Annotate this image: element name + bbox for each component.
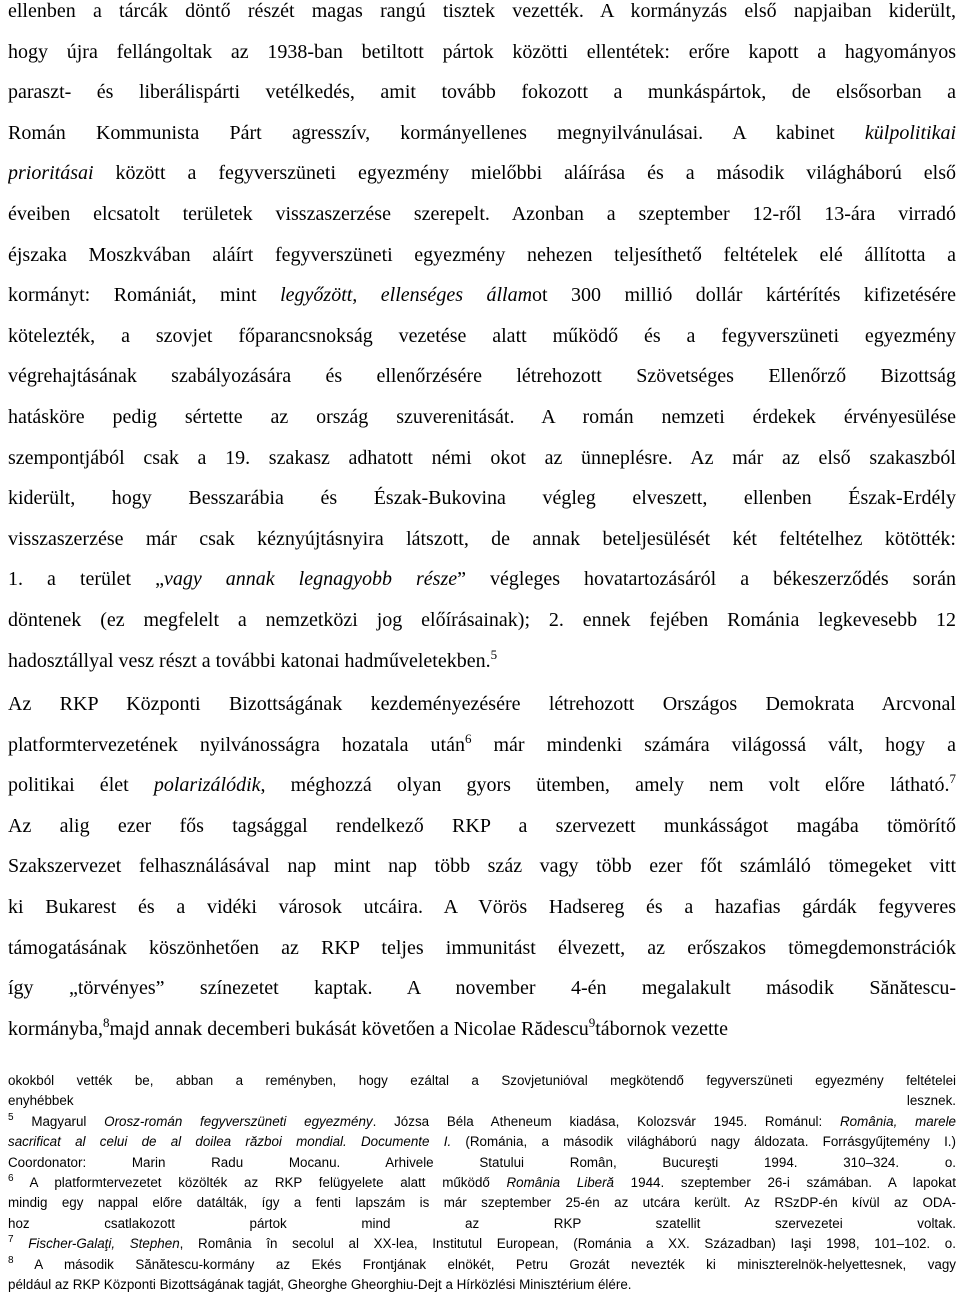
text-run: kormányba, <box>8 1017 103 1040</box>
body-line <box>8 887 956 928</box>
text-run: ” végleges hovatartozásáról a békeszerződés során <box>457 568 956 591</box>
body-line <box>8 765 956 806</box>
footnote-marker: 9 <box>588 1014 596 1030</box>
body-line <box>8 113 956 154</box>
body-line <box>8 153 956 194</box>
text-run: A második Sănătescu-kormány az Ekés Frontjának elnökét, Petru Grozát nevezték ki miniszterelnök-helyettesnek, vagy <box>13 1256 956 1272</box>
body-line <box>8 316 956 357</box>
text-run: hoz csatlakozott pártok mind az RKP szatellit szervezetei voltak. <box>8 1215 956 1231</box>
text-run: , méghozzá olyan gyors ütemben, amely nem volt előre látható. <box>260 774 950 797</box>
text-run: Román Kommunista Párt agresszív, kormányellenes megnyilvánulásai. A kabinet <box>8 121 865 144</box>
text-run: 1. a terület „ <box>8 568 164 591</box>
text-run: hatásköre pedig sértette az ország szuverenitását. A román nemzeti érdekek érvényesülése <box>8 405 956 428</box>
text-run: például az RKP Központi Bizottságának tagját, Gheorghe Gheorghiu-Dejt a Hírközlési Minisztérium élére. <box>8 1276 632 1292</box>
footnote-line <box>8 1112 956 1132</box>
text-run: Magyarul <box>13 1113 105 1129</box>
body-line <box>8 806 956 847</box>
footnote-marker: 6 <box>8 1172 14 1184</box>
body-line <box>8 968 956 1009</box>
text-run: enyhébbek lesznek. <box>8 1093 956 1109</box>
text-run: kötelezték, a szovjet főparancsnokság vezetése alatt működő és a fegyverszüneti egyezmény <box>8 324 956 347</box>
text-run: 1944. szeptember 26-i számában. A lapokat <box>614 1174 956 1190</box>
text-run: tábornok vezette <box>595 1017 728 1040</box>
footnote-marker: 6 <box>464 730 472 746</box>
body-line <box>8 559 956 600</box>
footnote-marker: 7 <box>8 1234 14 1246</box>
body-line <box>8 275 956 316</box>
footnote-marker: 8 <box>8 1254 14 1266</box>
footnotes <box>8 1071 956 1295</box>
body-line <box>8 641 956 682</box>
text-run: majd annak decemberi bukását követően a Nicolae Rădescu <box>109 1017 589 1040</box>
footnote-marker: 5 <box>8 1111 14 1123</box>
text-run: között a fegyverszüneti egyezmény mielőbbi aláírása és a második világháború első <box>93 162 956 185</box>
text-run: A platformtervezetet közölték az RKP felügyelete alatt működő <box>13 1174 507 1190</box>
footnote-line <box>8 1275 956 1295</box>
text-run: Szakszervezet felhasználásával nap mint nap több száz vagy több ezer főt számláló tömegeket vitt <box>8 855 956 878</box>
footnote-line <box>8 1255 956 1275</box>
paragraph-2 <box>8 684 956 1049</box>
body-line <box>8 1009 956 1050</box>
text-run: paraszt- és liberálispárti vetélkedés, amit tovább fokozott a munkáspártok, de elsősorban a <box>8 81 956 104</box>
body-line <box>8 32 956 73</box>
body-line <box>8 928 956 969</box>
text-run: politikai élet <box>8 774 154 797</box>
italic-text: Fischer-Galaţi, Stephen <box>28 1236 180 1252</box>
text-run: ot 300 millió dollár kártérítés kifizetésére <box>532 284 956 307</box>
text-run: (Románia, a második világháború nagy áldozata. Forrásgyűjtemény I.) <box>451 1134 956 1150</box>
text-run: okokból vették be, abban a reményben, hogy ezáltal a Szovjetunióval megkötendő fegyverszüneti egyezmény feltételei <box>8 1073 956 1088</box>
italic-text: külpolitikai <box>864 121 956 144</box>
body-line <box>8 397 956 438</box>
text-run: visszaszerzése már csak kéznyújtásnyira látszott, de annak beteljesülését két feltételhez kötötték: <box>8 527 956 550</box>
text-run: hogy újra fellángoltak az 1938-ban betiltott pártok közötti ellentétek: erőre kapott a hagyományos <box>8 40 956 63</box>
text-run: éveiben elcsatolt területek visszaszerzése szerepelt. Azonban a szeptember 12-ről 13-ára virradó <box>8 202 956 225</box>
text-run: kormányt: Romániát, mint <box>8 284 281 307</box>
paragraph-1 <box>8 0 956 681</box>
text-run <box>14 1236 29 1251</box>
italic-text: România, marele <box>840 1113 956 1129</box>
body-line <box>8 194 956 235</box>
text-run: végrehajtásának szabályozására és ellenőrzésére létrehozott Szövetséges Ellenőrző Bizottság <box>8 365 956 388</box>
body-line <box>8 478 956 519</box>
text-run: Az alig ezer fős tagsággal rendelkező RKP a szervezett munkásságot magába tömörítő <box>8 814 956 837</box>
footnote-line <box>8 1214 956 1234</box>
body-line <box>8 438 956 479</box>
italic-text: prioritásai <box>8 162 94 185</box>
italic-text: vagy annak legnagyobb része <box>163 568 458 591</box>
text-run: így „törvényes” színezetet kaptak. A november 4-én megalakult második Sănătescu- <box>8 977 956 1000</box>
italic-text: polarizálódik <box>153 774 261 797</box>
text-run: támogatásának köszönhetően az RKP teljes immunitást élvezett, az erőszakos tömegdemonstrációk <box>8 936 956 959</box>
body-line <box>8 356 956 397</box>
footnote-line <box>8 1153 956 1173</box>
footnote-line <box>8 1132 956 1152</box>
footnote-marker: 7 <box>949 771 956 787</box>
text-run: ellenben a tárcák döntő részét magas rangú tisztek vezették. A kormányzás első napjaiban kiderült, <box>8 0 956 22</box>
body-line <box>8 684 956 725</box>
italic-text: sacrificat al celui de al doilea război mondial. Documente I. <box>8 1134 452 1150</box>
footnote-line <box>8 1071 956 1091</box>
italic-text: legyőzött, ellenséges állam <box>280 284 533 307</box>
italic-text: România Liberă <box>506 1174 614 1190</box>
body-line <box>8 725 956 766</box>
footnote-line <box>8 1234 956 1254</box>
body-line <box>8 235 956 276</box>
italic-text: Orosz-román fegyverszüneti egyezmény <box>104 1113 373 1129</box>
body-line <box>8 600 956 641</box>
footnote-line <box>8 1091 956 1111</box>
text-run: szempontjából csak a 19. szakasz adhatott némi okot az ünneplésre. Az már az első szakaszból <box>8 446 956 469</box>
footnote-line <box>8 1173 956 1193</box>
text-run: . Józsa Béla Atheneum kiadása, Kolozsvár 1945. Románul: <box>372 1113 840 1129</box>
text-run: Az RKP Központi Bizottságának kezdeményezésére létrehozott Országos Demokrata Arcvonal <box>8 693 956 716</box>
text-run: döntenek (ez megfelelt a nemzetközi jog előírásainak); 2. ennek fejében Románia legkevesebb 12 <box>8 608 956 631</box>
main-text <box>8 0 956 1049</box>
body-line <box>8 72 956 113</box>
text-run: hadosztállyal vesz részt a további katonai hadműveletekben. <box>8 649 491 672</box>
text-run: Coordonator: Marin Radu Mocanu. Arhivele Statului Român, Bucureşti 1994. 310–324. o. <box>8 1154 956 1170</box>
text-run: kiderült, hogy Besszarábia és Észak-Bukovina végleg elveszett, ellenben Észak-Erdély <box>8 487 956 510</box>
text-run: platformtervezetének nyilvánosságra hozatala után <box>8 733 465 756</box>
text-run: , România în secolul al XX-lea, Institutul European, (Románia a XX. Században) Iaşi 1998, 101–102. o. <box>179 1236 956 1252</box>
footnote-marker: 8 <box>102 1014 110 1030</box>
footnote-line <box>8 1193 956 1213</box>
text-run: mindig egy nappal előre datálták, így a fenti lapszám is már szeptember 25-én az utcára került. Az RSzDP-én kívül az ODA- <box>8 1195 956 1211</box>
text-run: éjszaka Moszkvában aláírt fegyverszüneti egyezmény nehezen teljesíthető feltételek elé állította a <box>8 243 956 266</box>
text-run: ki Bukarest és a vidéki városok utcáira. A Vörös Hadsereg és a hazafias gárdák fegyveres <box>8 896 956 919</box>
body-line <box>8 519 956 560</box>
body-line <box>8 0 956 32</box>
footnote-marker: 5 <box>490 646 498 662</box>
text-run: már mindenki számára világossá vált, hogy a <box>471 733 956 756</box>
body-line <box>8 846 956 887</box>
